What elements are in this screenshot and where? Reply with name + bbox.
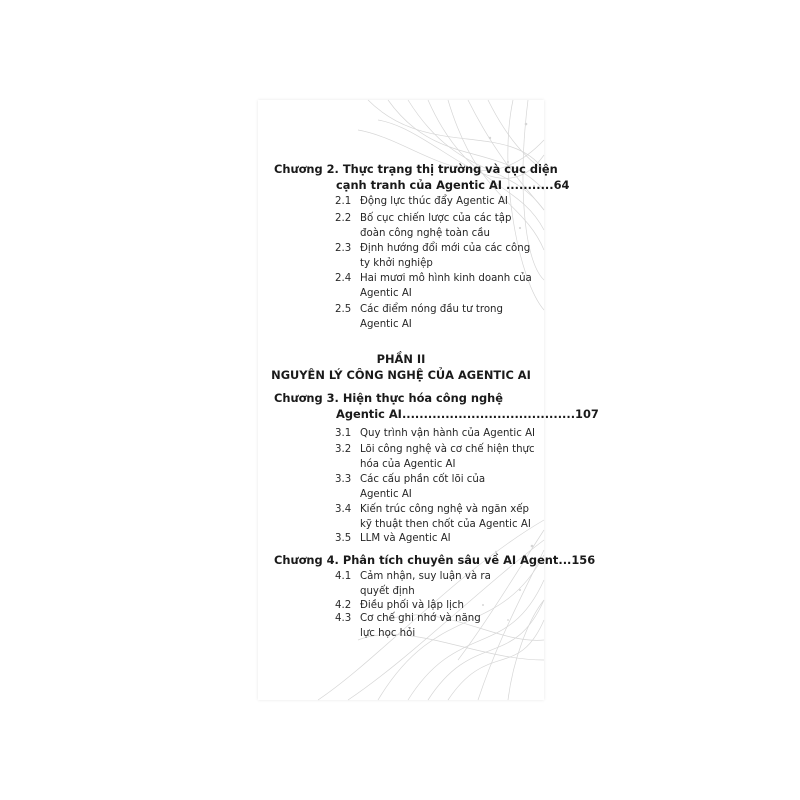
page-number: 107 — [575, 406, 599, 421]
section-title-line: Cảm nhận, suy luận và ra — [360, 571, 491, 582]
section-title — [360, 570, 540, 599]
section-number: 2.5 — [335, 304, 352, 315]
table-of-contents — [258, 100, 599, 700]
section-number: 2.2 — [335, 213, 352, 224]
section-number: 3.3 — [335, 474, 352, 485]
chapter-4-heading — [274, 553, 596, 569]
section-title-line: quyết định — [360, 585, 415, 597]
section-title — [360, 503, 540, 532]
dot-leader: ........... — [502, 177, 554, 192]
section-title-line: Kiến trúc công nghệ và ngăn xếp — [360, 504, 529, 515]
dot-leader: ........................................ — [401, 406, 576, 421]
part-label: PHẦN II — [376, 352, 426, 366]
page-number: 64 — [553, 177, 570, 192]
section-title-line: Điều phối và lập lịch — [360, 600, 464, 611]
section-title-line: Bố cục chiến lược của các tập — [360, 213, 512, 224]
section-title — [360, 212, 540, 241]
section-title-line: Các điểm nóng đầu tư trong — [360, 304, 503, 315]
section-number: 4.3 — [335, 613, 352, 624]
section-title-line: hóa của Agentic AI — [360, 458, 456, 470]
section-title-line: Các cấu phần cốt lõi của — [360, 474, 486, 485]
section-title-line: Định hướng đổi mới của các công — [360, 243, 531, 254]
section-title — [360, 427, 540, 442]
section-title-line: Động lực thúc đẩy Agentic AI — [360, 196, 508, 207]
chapter-title-line — [274, 553, 596, 569]
section-title-line: Agentic AI — [360, 488, 412, 500]
section-number: 3.5 — [335, 533, 352, 544]
section-title — [360, 272, 540, 301]
chapter-2-heading — [274, 162, 570, 193]
section-number: 2.4 — [335, 273, 352, 284]
chapter-title-line: Chương 3. Hiện thực hóa công nghệ — [274, 391, 503, 405]
section-title-line: Lõi công nghệ và cơ chế hiện thực — [360, 444, 535, 455]
section-title-line: Quy trình vận hành của Agentic AI — [360, 428, 536, 439]
section-number: 3.2 — [335, 444, 352, 455]
section-title-line: LLM và Agentic AI — [360, 533, 451, 544]
section-number: 4.1 — [335, 571, 352, 582]
section-title — [360, 242, 540, 271]
chapter-title-text: cạnh tranh của Agentic AI — [336, 177, 502, 192]
section-number: 3.1 — [335, 428, 352, 439]
dot-leader: ... — [558, 553, 572, 567]
chapter-title-line — [274, 177, 570, 194]
section-number: 3.4 — [335, 504, 352, 515]
section-title-line: Agentic AI — [360, 287, 412, 299]
section-number: 4.2 — [335, 600, 352, 611]
section-title-line: Agentic AI — [360, 318, 412, 330]
chapter-title-text: Chương 4. Phân tích chuyên sâu về AI Agent — [274, 553, 559, 567]
section-number: 2.1 — [335, 196, 352, 207]
book-page — [258, 100, 599, 700]
section-number: 2.3 — [335, 243, 352, 254]
section-title — [360, 303, 540, 332]
chapter-title-line — [274, 406, 599, 423]
section-title — [360, 612, 540, 641]
section-title — [360, 473, 540, 502]
part-title: NGUYÊN LÝ CÔNG NGHỆ CỦA AGENTIC AI — [271, 367, 531, 382]
chapter-3-heading — [274, 391, 599, 422]
page-number: 156 — [571, 553, 596, 567]
section-title-line: Hai mươi mô hình kinh doanh của — [360, 273, 532, 284]
section-title — [360, 195, 540, 210]
section-title-line: lực học hỏi — [360, 627, 416, 639]
chapter-title-line: Chương 2. Thực trạng thị trường và cục diện — [274, 162, 558, 176]
section-title — [360, 532, 540, 547]
section-title-line: ty khởi nghiệp — [360, 257, 433, 269]
section-title — [360, 443, 540, 472]
section-title-line: đoàn công nghệ toàn cầu — [360, 227, 490, 239]
section-title-line: kỹ thuật then chốt của Agentic AI — [360, 518, 531, 530]
section-title-line: Cơ chế ghi nhớ và năng — [360, 613, 481, 624]
chapter-title-text: Agentic AI — [336, 406, 402, 421]
part-heading — [258, 352, 544, 383]
